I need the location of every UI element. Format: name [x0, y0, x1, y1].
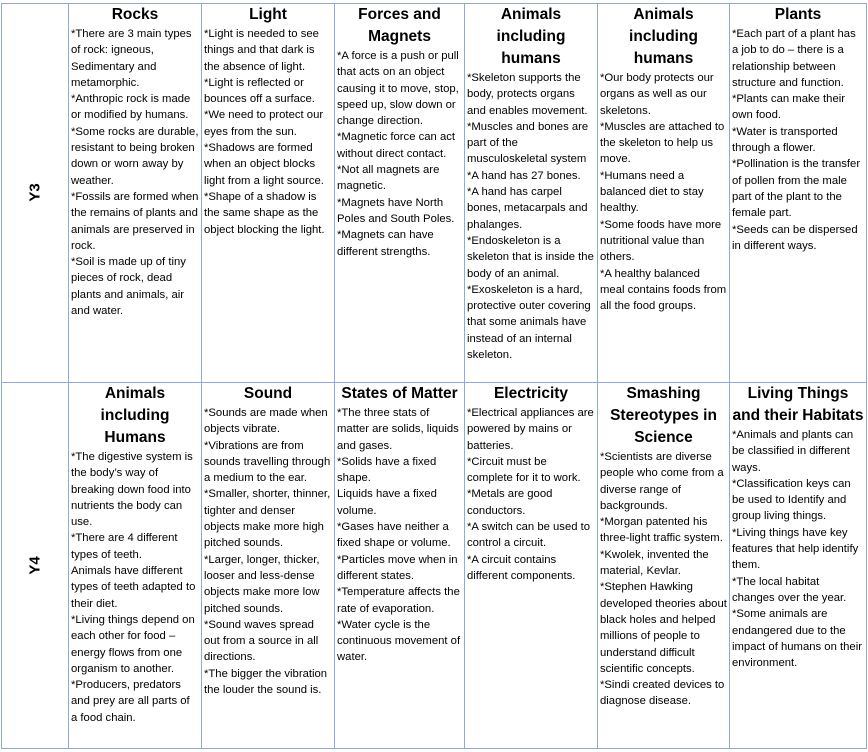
- fact-line: *Our body protects our organs as well as our skeletons.: [600, 72, 714, 117]
- fact-line: *Water cycle is the continuous movement of water.: [337, 618, 461, 664]
- fact-line: *Gases have neither a fixed shape or volume.: [337, 521, 451, 550]
- fact-line: Liquids have a fixed volume.: [337, 488, 437, 517]
- fact-line: *A switch can be used to control a circuit.: [467, 521, 591, 550]
- topic-facts: [732, 26, 864, 254]
- topic-heading: States of Matter: [341, 385, 458, 402]
- topic-cell: [202, 4, 335, 383]
- fact-line: *Humans need a balanced diet to stay healthy.: [600, 169, 704, 215]
- fact-line: *Larger, longer, thicker, looser and less-dense objects make more low pitched sounds.: [204, 553, 320, 615]
- fact-line: *A hand has carpel bones, metacarpals and phalanges.: [467, 186, 588, 231]
- fact-line: *Particles move when in different states.: [337, 553, 458, 582]
- topic-facts: [600, 70, 727, 314]
- fact-line: *Seeds can be dispersed in different ways.: [732, 223, 858, 252]
- topic-cell: [598, 4, 730, 383]
- fact-line: *The bigger the vibration the louder the sound is.: [204, 667, 328, 697]
- fact-line: *Light is reflected or bounces off a surface.: [204, 76, 315, 106]
- year-cell-y3: [2, 4, 69, 383]
- fact-line: *Plants can make their own food.: [732, 93, 846, 122]
- topic-facts: [71, 449, 199, 726]
- fact-line: *A healthy balanced meal contains foods from all the food groups.: [600, 267, 727, 313]
- fact-line: *Circuit must be complete for it to work.: [467, 455, 581, 485]
- fact-line: *Sounds are made when objects vibrate.: [204, 407, 328, 436]
- topic-heading: Sound: [243, 385, 293, 402]
- year-label: Y3: [26, 183, 44, 202]
- topic-cell: [598, 383, 730, 749]
- topic-facts: [337, 405, 462, 666]
- fact-line: *There are 3 main types of rock: igneous, Sedimentary and metamorphic.: [71, 28, 192, 89]
- topic-heading: Light: [249, 6, 287, 23]
- fact-line: *Endoskeleton is a skeleton that is inside the body of an animal.: [467, 234, 594, 280]
- fact-line: *Pollination is the transfer of pollen from the male part of the plant to the female part.: [732, 158, 861, 220]
- fact-line: *Morgan patented his three-light traffic system.: [600, 516, 723, 545]
- fact-line: *Electrical appliances are powered by mains or batteries.: [467, 407, 594, 452]
- topic-heading: Animals including humans: [629, 6, 698, 67]
- fact-line: *Some foods have more nutritional value than others.: [600, 218, 722, 264]
- topic-facts: [467, 70, 595, 363]
- fact-line: *A circuit contains different components.: [467, 553, 576, 582]
- fact-line: *Water is transported through a flower.: [732, 125, 838, 155]
- topic-heading: Animals including Humans: [100, 385, 170, 446]
- topic-heading: Rocks: [111, 6, 159, 23]
- topic-cell: [465, 4, 598, 383]
- row-y3: [2, 4, 867, 383]
- topic-cell: [69, 4, 202, 383]
- topic-facts: [732, 427, 864, 671]
- topic-cell: [730, 4, 867, 383]
- topic-heading: Electricity: [493, 385, 569, 402]
- topic-cell: [335, 4, 465, 383]
- fact-line: *Magnets can have different strengths.: [337, 229, 434, 258]
- fact-line: *Some animals are endangered due to the impact of humans on their environment.: [732, 608, 862, 670]
- topic-cell: [730, 383, 867, 749]
- fact-line: *Solids have a fixed shape.: [337, 455, 437, 485]
- fact-line: *Living things have key features that help identify them.: [732, 526, 859, 572]
- fact-line: *Animals and plants can be classified in different ways.: [732, 429, 854, 474]
- topic-cell: [335, 383, 465, 749]
- fact-line: *Metals are good conductors.: [467, 488, 553, 517]
- topic-facts: [337, 48, 462, 260]
- fact-line: *Stephen Hawking developed theories about black holes and helped millions of people to understand difficult scientific concepts.: [600, 581, 727, 675]
- fact-line: *Skeleton supports the body, protects organs and enables movement.: [467, 72, 588, 117]
- fact-line: *Sound waves spread out from a source in all directions.: [204, 618, 319, 664]
- fact-line: *Shape of a shadow is the same shape as the object blocking the light.: [204, 190, 325, 236]
- fact-line: *Exoskeleton is a hard, protective outer covering that some animals have instead of an internal skeleton.: [467, 283, 591, 362]
- row-y4: [2, 383, 867, 749]
- curriculum-table: [1, 3, 867, 749]
- topic-facts: [204, 26, 332, 238]
- fact-line: *Living things depend on each other for food – energy flows from one organism to another.: [71, 613, 195, 675]
- fact-line: *Magnetic force can act without direct contact.: [337, 131, 456, 160]
- topic-heading: Living Things and their Habitats: [732, 385, 864, 424]
- topic-heading: Smashing Stereotypes in Science: [610, 385, 717, 446]
- fact-line: *Muscles are attached to the skeleton to help us move.: [600, 120, 725, 166]
- fact-line: *Smaller, shorter, thinner, tighter and denser objects make more high pitched sounds.: [204, 488, 331, 550]
- fact-line: *A force is a push or pull that acts on an object causing it to move, stop, speed up, slow down or change direction.: [337, 50, 459, 128]
- fact-line: *Kwolek, invented the material, Kevlar.: [600, 548, 709, 578]
- fact-line: *Light is needed to see things and that dark is the absence of light.: [204, 28, 319, 73]
- topic-cell: [202, 383, 335, 749]
- fact-line: *Shadows are formed when an object blocks light from a light source.: [204, 142, 324, 187]
- fact-line: *Fossils are formed when the remains of plants and animals are preserved in rock.: [71, 190, 199, 252]
- topic-cell: [465, 383, 598, 749]
- year-cell-y4: [2, 383, 69, 749]
- fact-line: *The digestive system is the body’s way of breaking down food into nutrients the body can use.: [71, 451, 193, 529]
- fact-line: *Each part of a plant has a job to do – there is a relationship between structure and function.: [732, 28, 856, 89]
- fact-line: *We need to protect our eyes from the sun.: [204, 109, 324, 138]
- year-label: Y4: [26, 555, 44, 575]
- fact-line: *Sindi created devices to diagnose disease.: [600, 679, 725, 708]
- fact-line: *Producers, predators and prey are all parts of a food chain.: [71, 679, 190, 724]
- topic-facts: [204, 405, 332, 698]
- fact-line: *Soil is made up of tiny pieces of rock, dead plants and animals, air and water.: [71, 256, 186, 318]
- fact-line: *Magnets have North Poles and South Poles.: [337, 196, 455, 225]
- fact-line: *Anthropic rock is made or modified by humans.: [71, 93, 191, 122]
- fact-line: *Temperature affects the rate of evaporation.: [337, 586, 460, 615]
- fact-line: *Not all magnets are magnetic.: [337, 164, 440, 193]
- fact-line: *A hand has 27 bones.: [467, 169, 581, 182]
- fact-line: Animals have different types of teeth adapted to their diet.: [71, 565, 196, 610]
- fact-line: *Classification keys can be used to Identify and group living things.: [732, 477, 851, 523]
- topic-heading: Animals including humans: [496, 6, 566, 67]
- topic-heading: Forces and Magnets: [358, 6, 441, 45]
- fact-line: *The local habitat changes over the year.: [732, 575, 847, 604]
- topic-facts: [600, 449, 727, 710]
- topic-facts: [71, 26, 199, 319]
- fact-line: *Muscles and bones are part of the musculoskeletal system: [467, 120, 589, 166]
- fact-line: *There are 4 different types of teeth.: [71, 532, 178, 561]
- fact-line: *Scientists are diverse people who come from a diverse range of backgrounds.: [600, 451, 724, 512]
- topic-facts: [467, 405, 595, 584]
- fact-line: *Vibrations are from sounds travelling through a medium to the ear.: [204, 439, 331, 485]
- fact-line: *Some rocks are durable, resistant to being broken down or worn away by weather.: [71, 125, 199, 187]
- topic-cell: [69, 383, 202, 749]
- topic-heading: Plants: [774, 6, 822, 23]
- fact-line: *The three stats of matter are solids, liquids and gases.: [337, 407, 459, 452]
